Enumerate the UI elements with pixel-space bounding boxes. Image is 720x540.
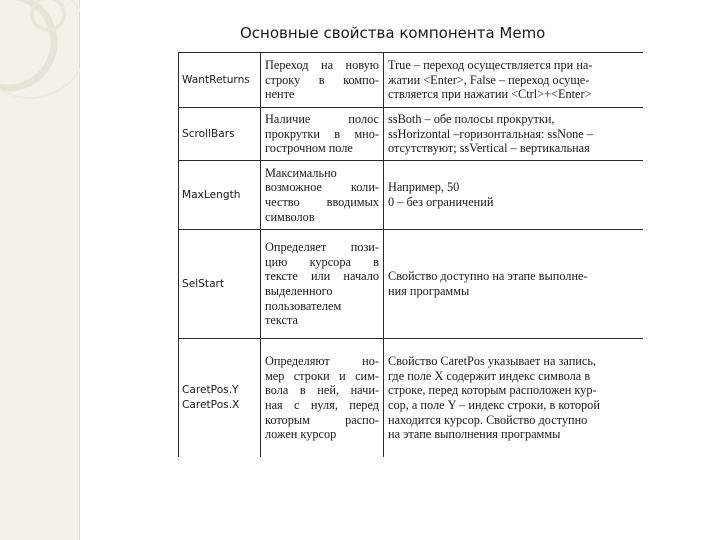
cell-line: строке, перед которым расположен кур- <box>388 383 597 398</box>
property-name-cell <box>179 53 261 108</box>
table-row <box>179 108 644 161</box>
cell-line: SelStart <box>182 277 225 290</box>
cell-line: CaretPos.X <box>182 399 240 411</box>
cell-line: возможное коли- <box>265 180 379 195</box>
cell-line: WantReturns <box>182 73 250 86</box>
cell-line: True – переход осуществляется при на- <box>388 58 593 73</box>
cell-line: 0 – без ограничений <box>388 195 494 209</box>
property-values-cell <box>384 230 644 339</box>
cell-line: которым распо- <box>265 412 379 427</box>
cell-line: символов <box>265 209 315 224</box>
slide-title: Основные свойства компонента Memo <box>240 24 546 42</box>
cell-line: CaretPos.Y <box>182 384 239 396</box>
property-name-cell <box>179 108 261 161</box>
cell-line: вола в ней, начи- <box>265 383 379 398</box>
cell-line: цию курсора в <box>265 254 379 269</box>
corner-decoration <box>0 0 80 120</box>
table-row <box>179 161 644 230</box>
property-values-cell <box>384 161 644 230</box>
cell-line: Свойство CaretPos указывает на запись, <box>388 354 596 369</box>
cell-line: гострочном поле <box>265 141 353 156</box>
cell-line: Наличие полос <box>265 112 379 127</box>
cell-line: ненте <box>265 87 295 102</box>
cell-line: строку в компо- <box>265 72 379 87</box>
cell-line: сор, а поле Y – индекс строки, в которой <box>388 398 600 412</box>
cell-line: Например, 50 <box>388 180 460 195</box>
cell-line: ScrollBars <box>182 127 235 140</box>
table-row <box>179 230 644 339</box>
table-row <box>179 53 644 108</box>
cell-line: отсутствуют; ssVertical – вертикальная <box>388 141 590 156</box>
property-description-cell <box>261 339 384 458</box>
cell-line: Переход на новую <box>265 58 379 73</box>
cell-line: чество вводимых <box>265 195 379 209</box>
cell-line: текста <box>265 313 298 328</box>
cell-line: ния программы <box>388 284 470 298</box>
cell-line: где поле X содержит индекс символа в <box>388 368 591 383</box>
cell-line: ствляется при нажатии <Ctrl>+<Enter> <box>388 87 592 102</box>
property-description-cell <box>261 53 384 108</box>
property-values-cell <box>384 108 644 161</box>
cell-line: Определяют но- <box>265 354 379 369</box>
cell-line: тексте или начало <box>265 269 379 284</box>
property-values-cell <box>384 53 644 108</box>
property-description-cell <box>261 230 384 339</box>
property-description-cell <box>261 108 384 161</box>
cell-line: прокрутки в мно- <box>265 126 379 141</box>
property-description-cell <box>261 161 384 230</box>
cell-line: Свойство доступно на этапе выполне- <box>388 269 588 284</box>
cell-line: находится курсор. Свойство доступно <box>388 412 588 427</box>
cell-line: выделенного <box>265 284 333 298</box>
properties-table <box>178 52 643 457</box>
cell-line: ssHorizontal –горизонтальная: ssNone – <box>388 126 593 141</box>
cell-line: пользователем <box>265 298 342 313</box>
property-name-cell <box>179 161 261 230</box>
properties-table-wrapper <box>178 52 643 468</box>
cell-line: Максимально <box>265 165 337 180</box>
cell-line: ssBoth – обе полосы прокрутки, <box>388 112 555 127</box>
cell-line: MaxLength <box>182 188 241 201</box>
cell-line: на этапе выполнения программы <box>388 427 561 442</box>
cell-line: жатии <Enter>, False – переход осуще- <box>388 72 590 87</box>
cell-line: ная с нуля, перед <box>265 398 379 412</box>
cell-line: мер строки и сим- <box>265 368 379 383</box>
cell-line: Определяет пози- <box>265 240 379 255</box>
table-row <box>179 339 644 458</box>
property-name-cell <box>179 230 261 339</box>
property-name-cell <box>179 339 261 458</box>
cell-line: ложен курсор <box>265 427 337 442</box>
property-values-cell <box>384 339 644 458</box>
